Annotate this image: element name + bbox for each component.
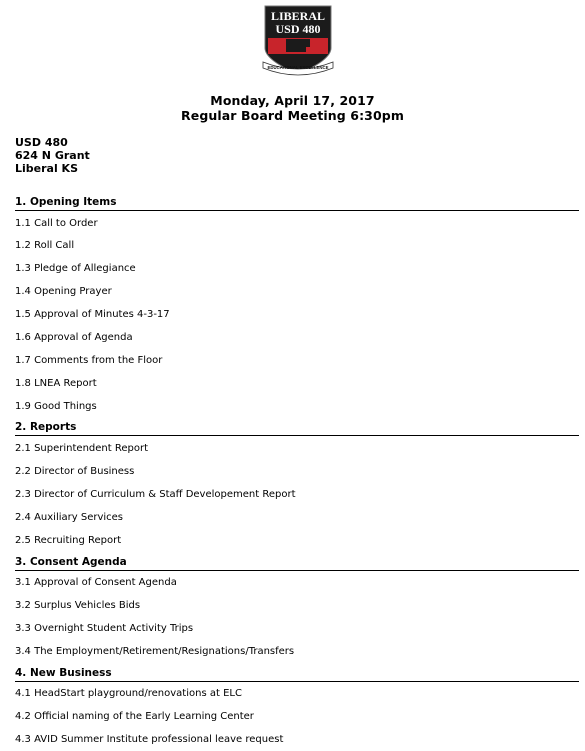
usd480-logo bbox=[262, 4, 334, 78]
agenda-item[interactable]: 3.4 The Employment/Retirement/Resignations/Transfers bbox=[15, 646, 295, 657]
logo-line2: USD 480 bbox=[275, 22, 321, 36]
agenda-item[interactable]: 1.2 Roll Call bbox=[15, 240, 75, 251]
agenda-item[interactable]: 4.3 AVID Summer Institute professional leave request bbox=[15, 734, 284, 745]
agenda-item[interactable]: 3.1 Approval of Consent Agenda bbox=[15, 577, 177, 588]
agenda-item[interactable]: 2.3 Director of Curriculum & Staff Developement Report bbox=[15, 489, 296, 500]
address-line: Liberal KS bbox=[15, 162, 79, 175]
agenda-item[interactable]: 1.3 Pledge of Allegiance bbox=[15, 263, 136, 274]
agenda-item[interactable]: 1.5 Approval of Minutes 4-3-17 bbox=[15, 309, 170, 320]
agenda-item[interactable]: 1.1 Call to Order bbox=[15, 218, 98, 229]
district-address bbox=[15, 136, 90, 175]
address-line: 624 N Grant bbox=[15, 149, 90, 162]
agenda-item[interactable]: 1.6 Approval of Agenda bbox=[15, 332, 133, 343]
agenda-item[interactable]: 1.9 Good Things bbox=[15, 401, 97, 412]
agenda-item[interactable]: 2.5 Recruiting Report bbox=[15, 535, 122, 546]
agenda-item[interactable]: 4.2 Official naming of the Early Learning Center bbox=[15, 711, 254, 722]
logo-line1: LIBERAL bbox=[270, 9, 326, 23]
address-line: USD 480 bbox=[15, 136, 68, 149]
agenda-item[interactable]: 2.2 Director of Business bbox=[15, 466, 135, 477]
section-heading: 3. Consent Agenda bbox=[15, 557, 579, 571]
logo-tagline: EDUCATIONAL EXCELLENCE bbox=[267, 65, 329, 70]
agenda-item[interactable]: 1.4 Opening Prayer bbox=[15, 286, 112, 297]
meeting-title: Regular Board Meeting 6:30pm bbox=[181, 108, 404, 123]
agenda-item[interactable]: 3.2 Surplus Vehicles Bids bbox=[15, 600, 141, 611]
agenda-item[interactable]: 2.1 Superintendent Report bbox=[15, 443, 148, 454]
agenda-item[interactable]: 2.4 Auxiliary Services bbox=[15, 512, 124, 523]
meeting-date: Monday, April 17, 2017 bbox=[210, 93, 375, 108]
section-heading: 2. Reports bbox=[15, 422, 579, 436]
section-heading: 1. Opening Items bbox=[15, 197, 579, 211]
agenda-item[interactable]: 1.8 LNEA Report bbox=[15, 378, 97, 389]
agenda-item[interactable]: 1.7 Comments from the Floor bbox=[15, 355, 163, 366]
section-heading: 4. New Business bbox=[15, 668, 579, 682]
agenda-item[interactable]: 4.1 HeadStart playground/renovations at ELC bbox=[15, 688, 242, 699]
agenda-item[interactable]: 3.3 Overnight Student Activity Trips bbox=[15, 623, 194, 634]
